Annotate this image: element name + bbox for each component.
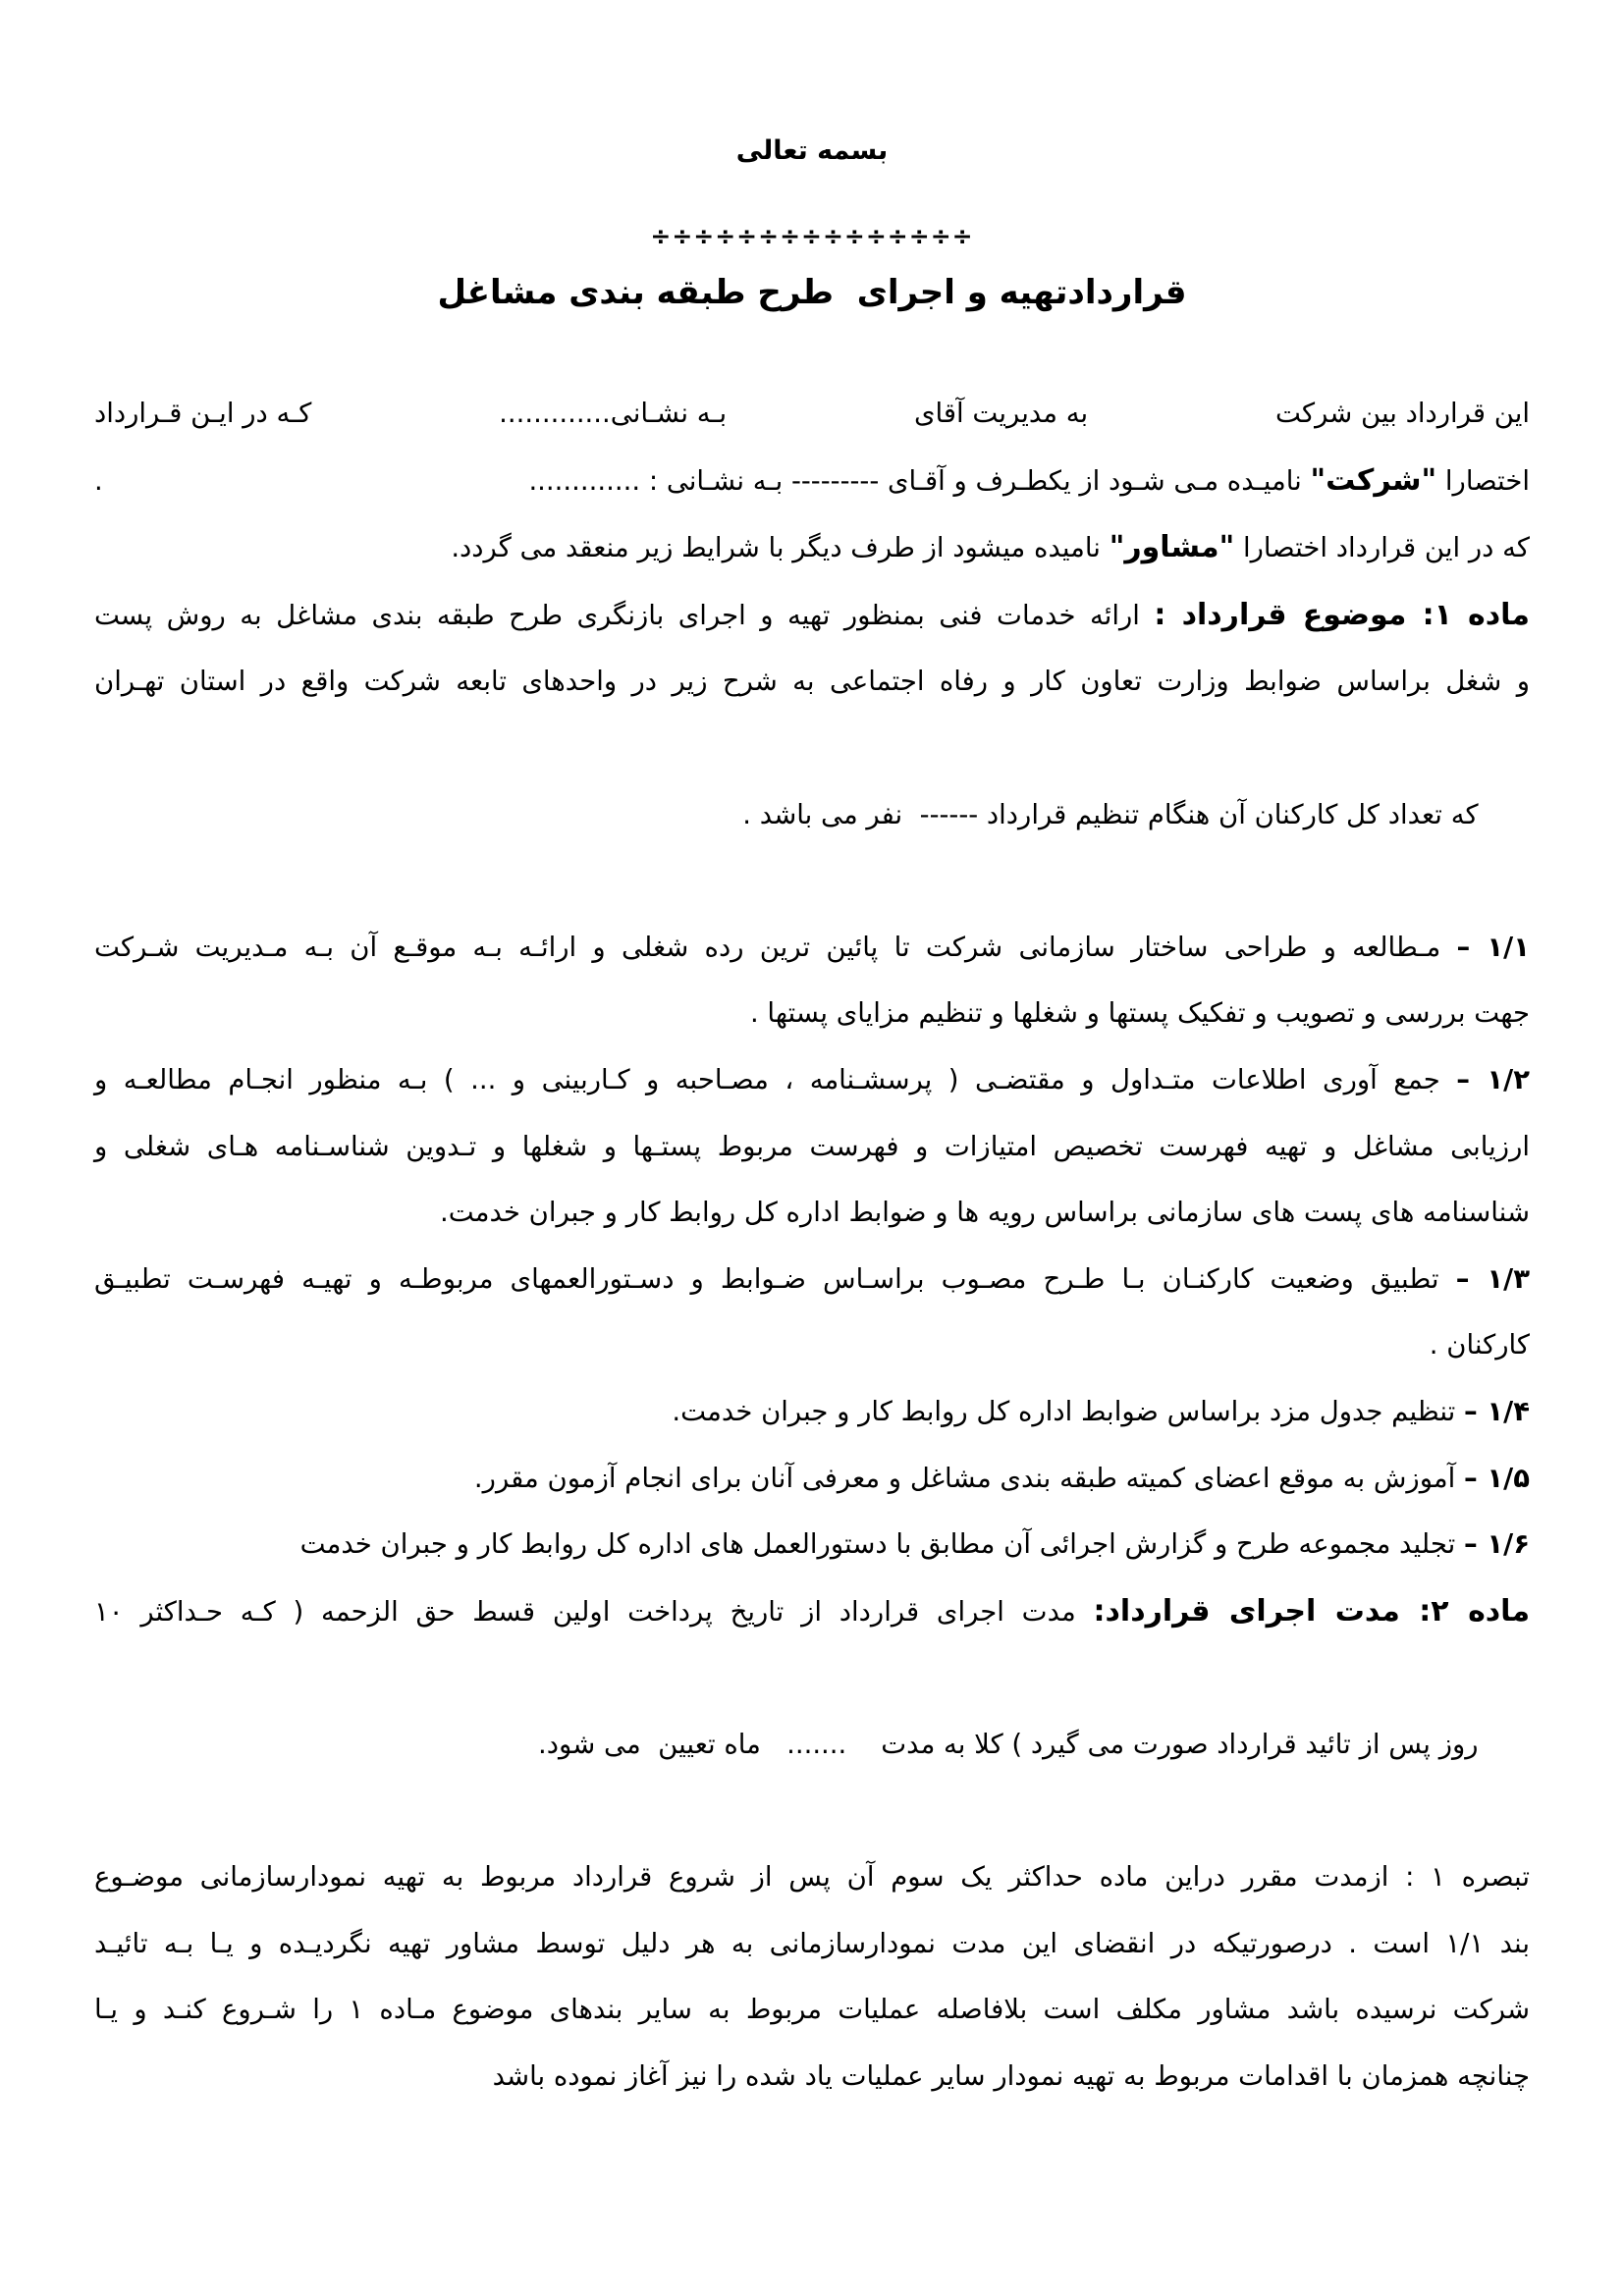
article-2-line-1 (94, 1578, 1530, 1646)
clause-1-5-text: آموزش به موقع اعضای کمیته طبقه بندی مشاغل و معرفی آنان برای انجام آزمون مقرر. (473, 1462, 1456, 1494)
article-1-text-1: ارائه خدمات فنی بمنظور تهیه و اجرای بازنگری طرح طبقه بندی مشاغل به روش پست (94, 599, 1140, 631)
intro-abbrev-label: اختصارا (1444, 464, 1530, 497)
intro-company-rest: نامیـده مـی شـود از یکطـرف و آقـای --------- بـه نشـانی : ............. (528, 464, 1302, 497)
clause-1-3-line-1 (94, 1247, 1530, 1313)
clause-1-1-line-1 (94, 915, 1530, 982)
clause-1-3-number: ۱/۳ – (1455, 1262, 1530, 1295)
clause-1-2-text-2: ارزیابی مشاغل و تهیه فهرست تخصیص امتیازات و فهرست مربوط پستـها و شغلها و تـدوین شناسـنامه هـای شغلی و (94, 1130, 1530, 1162)
article-1-text-3: که تعداد کل کارکنان آن هنگام تنظیم قرارداد ------ نفر می باشد . (742, 798, 1479, 830)
consultant-term: "مشاور" (1109, 530, 1235, 565)
note-1-heading: تبصره ۱ : (1405, 1861, 1530, 1894)
intro-manager-clause: به مدیریت آقای (913, 398, 1089, 429)
clause-1-4-line (94, 1379, 1530, 1446)
clause-1-3-text-1: تطبیق وضعیت کارکنـان بـا طـرح مصـوب براسـاس ضـوابط و دسـتورالعمهای مربوطـه و تهیـه فهرسـت تطبیـق (94, 1262, 1439, 1295)
article-1-text-2: و شغل براساس ضوابط وزارت تعاون کار و رفاه اجتماعی به شرح زیر در واحدهای تابعه شرکت واقع در استان تهـران (94, 666, 1530, 698)
company-term: "شرکت" (1310, 462, 1437, 498)
note-1-text-4: چنانچه همزمان با اقدامات مربوط به تهیه نمودار سایر عملیات یاد شده را نیز آغاز نموده باشد (492, 2059, 1530, 2092)
clause-1-4-text: تنظیم جدول مزد براساس ضوابط اداره کل روابط کار و جبران خدمت. (672, 1395, 1456, 1427)
document-body (94, 381, 1530, 2109)
clause-1-1-text-1: مـطالعه و طراحی ساختار سازمانی شرکت تا پائین ترین رده شغلی و ارائـه بـه موقـع آن بـه مـدیریت شـرکت (94, 931, 1441, 963)
clause-1-2-line-2 (94, 1114, 1530, 1181)
clause-1-2-line-3 (94, 1180, 1530, 1247)
article-1-line-3 (94, 716, 1530, 915)
note-1-line-3 (94, 1977, 1530, 2044)
article-2-line-2 (94, 1645, 1530, 1844)
article-2-text-2: روز پس از تائید قرارداد صورت می گیرد ) کلا به مدت ....... ماه تعیین می شود. (538, 1728, 1479, 1760)
intro-company-clause: این قرارداد بین شرکت (1274, 398, 1530, 429)
clause-1-4-number: ۱/۴ – (1464, 1395, 1530, 1427)
line-end-period: . (94, 464, 103, 497)
clause-1-2-text-3: شناسنامه های پست های سازمانی براساس رویه ها و ضوابط اداره کل روابط کار و جبران خدمت. (439, 1197, 1530, 1229)
intro-consultant-line (94, 514, 1530, 582)
intro-address-blank: بـه نشـانی............. (499, 398, 728, 429)
clause-1-6-line (94, 1512, 1530, 1578)
bismillah-text: بسمه تعالی (735, 135, 889, 166)
article-2-text-1: مدت اجرای قرارداد از تاریخ پرداخت اولین قسط حق الزحمه ( کـه حـداکثر ۱۰ (94, 1595, 1076, 1628)
clause-1-2-line-1 (94, 1047, 1530, 1114)
clause-1-5-line (94, 1446, 1530, 1513)
clause-1-1-text-2: جهت بررسی و تصویب و تفکیک پستها و شغلها و تنظیم مزایای پستها . (749, 997, 1530, 1030)
article-2-heading: ماده ۲: مدت اجرای قرارداد: (1093, 1593, 1531, 1629)
clause-1-3-text-2: کارکنان . (1429, 1329, 1530, 1362)
note-1-line-1 (94, 1844, 1530, 1911)
ornament-separator: ÷÷÷÷÷÷÷÷÷÷÷÷÷÷÷ (650, 222, 974, 250)
article-1-heading: ماده ۱: موضوع قرارداد : (1154, 597, 1530, 632)
intro-parties-line (94, 381, 1530, 448)
note-1-line-4 (94, 2044, 1530, 2110)
clause-1-1-line-2 (94, 981, 1530, 1047)
article-1-line-1 (94, 582, 1530, 650)
clause-1-2-number: ۱/۲ – (1456, 1063, 1530, 1095)
clause-1-5-number: ۱/۵ – (1464, 1462, 1530, 1494)
clause-1-3-line-2 (94, 1312, 1530, 1379)
clause-1-6-text: تجلید مجموعه طرح و گزارش اجرائی آن مطابق با دستورالعمل های اداره کل روابط کار و جبران خدمت (299, 1528, 1456, 1561)
intro-consultant-rest: نامیده میشود از طرف دیگر با شرایط زیر منعقد می گردد. (451, 532, 1101, 564)
intro-contract-clause: کـه در ایـن قـرارداد (94, 398, 312, 429)
clause-1-6-number: ۱/۶ – (1464, 1528, 1530, 1561)
document-title: قراردادتهیه و اجرای طرح طبقه بندی مشاغل (437, 273, 1187, 312)
note-1-line-2 (94, 1911, 1530, 1978)
note-1-text-2: بند ۱/۱ است . درصورتیکه در انقضای این مدت نمودارسازمانی به هر دلیل توسط مشاور تهیه نگردیـده و یـا بـه تائیـد (94, 1927, 1530, 1959)
article-1-line-2 (94, 649, 1530, 716)
clause-1-2-text-1: جمع آوری اطلاعات متـداول و مقتضـی ( پرسشـنامه ، مصـاحبه و کـاربینی و ... ) بـه منظور انجـام مطالعـه و (94, 1063, 1440, 1095)
intro-company-line (94, 448, 1530, 515)
intro-consultant-lead: که در این قرارداد اختصارا (1242, 532, 1530, 564)
note-1-text-1: ازمدت مقرر دراین ماده حداکثر یک سوم آن پس از شروع قرارداد مربوط به تهیه نمودارسازمانی موضـوع (94, 1861, 1389, 1894)
note-1-text-3: شرکت نرسیده باشد مشاور مکلف است بلافاصله عملیات مربوط به سایر بندهای موضوع مـاده ۱ را شـروع کنـد و یـا (94, 1994, 1530, 2026)
clause-1-1-number: ۱/۱ – (1456, 931, 1530, 963)
intro-company-definition (528, 448, 1530, 515)
